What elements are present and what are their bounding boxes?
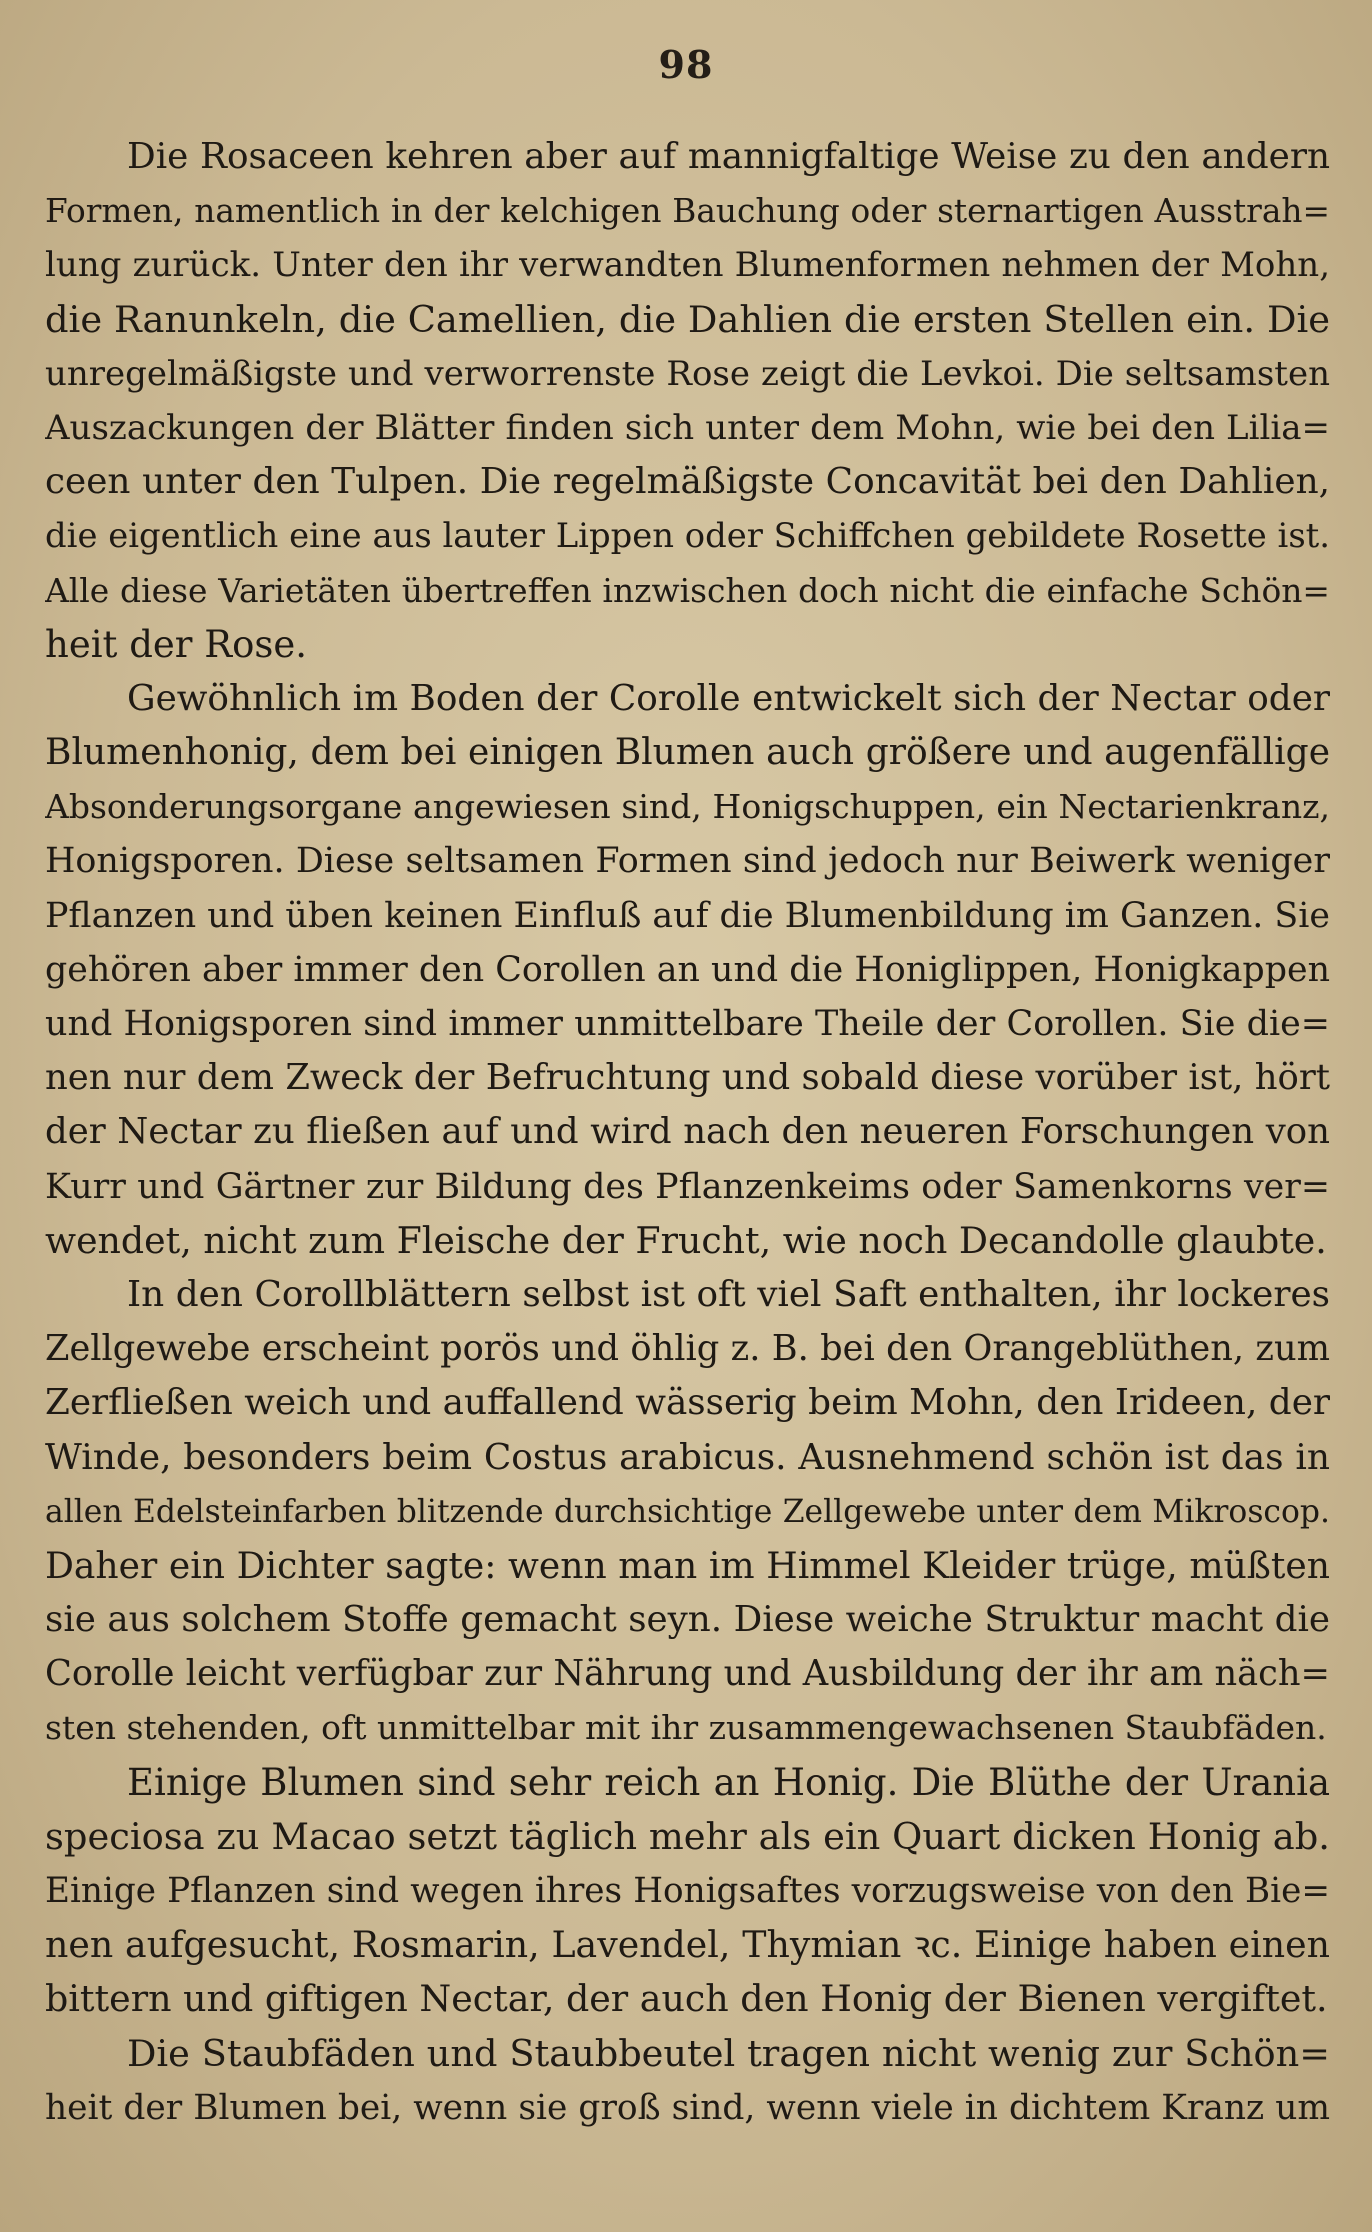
page-number: 98 — [658, 42, 714, 87]
text-line: Alle diese Varietäten übertreffen inzwischen doch nicht die einfache Schön= — [45, 570, 1330, 610]
text-line: die Ranunkeln, die Camellien, die Dahlien die ersten Stellen ein. Die — [45, 297, 1330, 341]
text-line: Die Staubfäden und Staubbeutel tragen nicht wenig zur Schön= — [127, 2031, 1330, 2075]
text-line: Formen, namentlich in der kelchigen Bauchung oder sternartigen Ausstrah= — [45, 192, 1330, 231]
text-line: Daher ein Dichter sagte: wenn man im Himmel Kleider trüge, müßten — [45, 1544, 1330, 1587]
text-line: allen Edelsteinfarben blitzende durchsichtige Zellgewebe unter dem Mikroscop. — [45, 1493, 1330, 1530]
text-line: heit der Rose. — [45, 622, 307, 666]
text-line: lung zurück. Unter den ihr verwandten Blumenformen nehmen der Mohn, — [45, 245, 1330, 286]
text-line: wendet, nicht zum Fleische der Frucht, wie noch Decandolle glaubte. — [45, 1218, 1327, 1262]
text-line: der Nectar zu fließen auf und wird nach den neueren Forschungen von — [45, 1111, 1330, 1153]
text-line: speciosa zu Macao setzt täglich mehr als ein Quart dicken Honig ab. — [45, 1814, 1330, 1858]
text-line: Die Rosaceen kehren aber auf mannigfaltige Weise zu den andern — [127, 136, 1330, 177]
text-line: Einige Pflanzen sind wegen ihres Honigsaftes vorzugsweise von den Bie= — [45, 1871, 1330, 1911]
text-line: Corolle leicht verfügbar zur Nährung und Ausbildung der ihr am näch= — [45, 1653, 1330, 1695]
text-line: Zellgewebe erscheint porös und öhlig z. B. bei den Orangeblüthen, zum — [45, 1328, 1330, 1370]
page-body-text — [45, 130, 1330, 2135]
text-line: Zerfließen weich und auffallend wässerig beim Mohn, den Irideen, der — [45, 1382, 1330, 1424]
text-line: Einige Blumen sind sehr reich an Honig. Die Blüthe der Urania — [127, 1760, 1330, 1804]
text-line: bittern und giftigen Nectar, der auch den Honig der Bienen vergiftet. — [45, 1977, 1328, 2021]
text-line: nen nur dem Zweck der Befruchtung und sobald diese vorüber ist, hört — [45, 1057, 1330, 1099]
text-line: Kurr und Gärtner zur Bildung des Pflanzenkeims oder Samenkorns ver= — [45, 1166, 1330, 1207]
text-line: unregelmäßigste und verworrenste Rose zeigt die Levkoi. Die seltsamsten — [45, 353, 1330, 394]
text-line: gehören aber immer den Corollen an und die Honiglippen, Honigkappen — [45, 949, 1330, 990]
text-line: Winde, besonders beim Costus arabicus. Ausnehmend schön ist das in — [45, 1436, 1330, 1478]
text-line: heit der Blumen bei, wenn sie groß sind, wenn viele in dichtem Kranz um — [45, 2087, 1330, 2128]
text-line: die eigentlich eine aus lauter Lippen oder Schiffchen gebildete Rosette ist. — [45, 516, 1330, 556]
text-line: Blumenhonig, dem bei einigen Blumen auch größere und augenfällige — [45, 732, 1330, 774]
text-line: sie aus solchem Stoffe gemacht seyn. Diese weiche Struktur macht die — [45, 1599, 1330, 1641]
text-line: Pflanzen und üben keinen Einfluß auf die Blumenbildung im Ganzen. Sie — [45, 895, 1330, 936]
text-line: ceen unter den Tulpen. Die regelmäßigste Concavität bei den Dahlien, — [45, 461, 1330, 503]
text-line: Gewöhnlich im Boden der Corolle entwickelt sich der Nectar oder — [127, 677, 1330, 719]
text-line: sten stehenden, oft unmittelbar mit ihr zusammengewachsenen Staubfäden. — [45, 1708, 1327, 1748]
text-line: Honigsporen. Diese seltsamen Formen sind jedoch nur Beiwerk weniger — [45, 841, 1330, 882]
text-line: Absonderungsorgane angewiesen sind, Honigschuppen, ein Nectarienkranz, — [45, 787, 1330, 827]
text-line: In den Corollblättern selbst ist oft viel Saft enthalten, ihr lockeres — [127, 1273, 1330, 1315]
text-line: Auszackungen der Blätter finden sich unter dem Mohn, wie bei den Lilia= — [45, 407, 1330, 448]
text-line: nen aufgesucht, Rosmarin, Lavendel, Thymian ꝛc. Einige haben einen — [45, 1923, 1330, 1967]
text-line: und Honigsporen sind immer unmittelbare Theile der Corollen. Sie die= — [45, 1004, 1330, 1044]
